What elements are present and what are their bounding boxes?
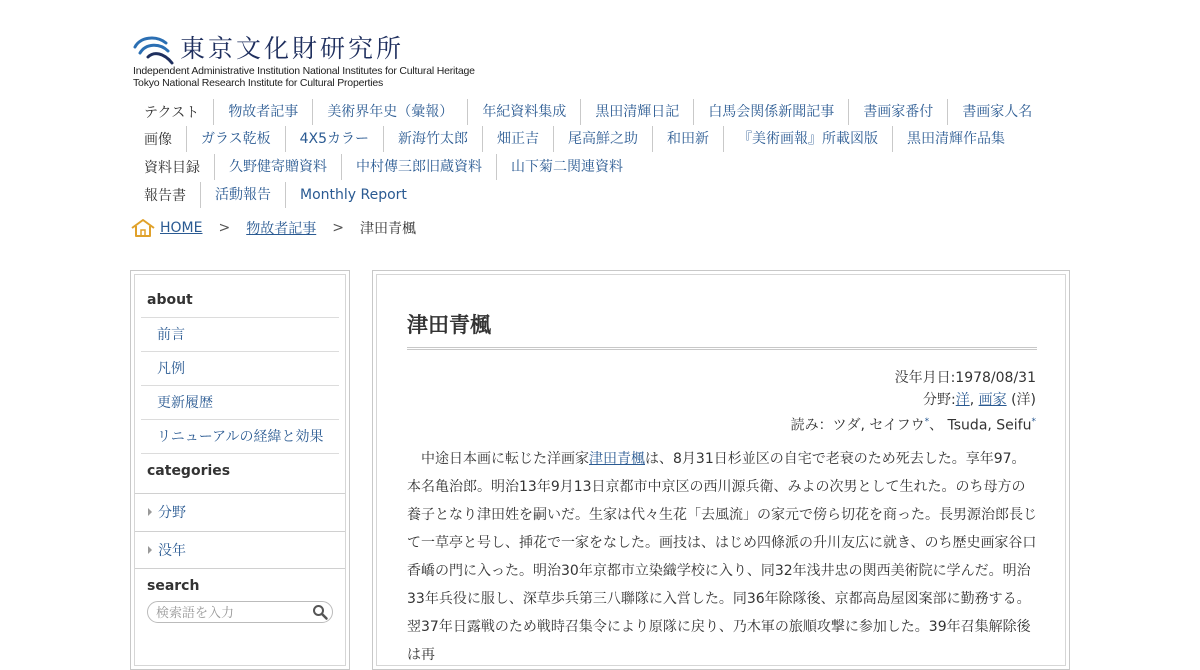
sidebar-heading-about: about xyxy=(147,292,193,308)
article-paragraph xyxy=(407,445,1039,669)
nav-row-text xyxy=(130,99,1046,125)
nav-link-monthly-report[interactable]: Monthly Report xyxy=(285,182,421,208)
reading-line xyxy=(791,411,1036,437)
nav-link-kuroda-works[interactable]: 黒田清輝作品集 xyxy=(892,126,1019,152)
nav-link-bijutsu-gaho[interactable]: 『美術画報』所載図版 xyxy=(723,126,892,152)
sidebar-category-death-year[interactable] xyxy=(135,531,345,569)
breadcrumb-separator: > xyxy=(218,220,231,236)
nav-link-odaka[interactable]: 尾高鮮之助 xyxy=(553,126,652,152)
field-link-western[interactable]: 洋 xyxy=(955,392,970,408)
search-box xyxy=(147,601,333,623)
nav-row-images xyxy=(130,126,1019,152)
nav-link-hakubakai-articles[interactable]: 白馬会関係新聞記事 xyxy=(693,99,848,125)
logo-mark-icon xyxy=(132,35,174,65)
body-text-main: は、8月31日杉並区の自宅で老衰のため死去した。享年97。本名亀治郎。明治13年9月13日京都市中京区の西川源兵衛、みよの次男として生れた。のち母方の養子となり津田姓を嗣いだ。生家は代々生花「去風流」の家元で傍ら切花を商った。長男源治郎長じて一草亭と号し、挿花で一家をなした。画技は、はじめ四條派の升川友広に就き、のち歴史画家谷口香嶠の門に入った。明治30年京都市立染織学校に入り、同32年浅井忠の関西美術院に学んだ。明治33年兵役に服し、深草歩兵第三八聯隊に入営した。同36年除隊後、京都高島屋図案部に勤務する。翌37年日露戦のため戦時召集令により原隊に戻り、乃木軍の旅順攻撃に参加した。39年召集解除後は再 xyxy=(407,451,1037,663)
breadcrumb xyxy=(130,217,416,239)
sidebar-category-field-label: 分野 xyxy=(158,505,186,521)
sidebar-category-field[interactable] xyxy=(135,493,345,531)
sidebar-category-death-year-label: 没年 xyxy=(158,543,186,559)
sidebar-item-history[interactable]: 更新履歴 xyxy=(141,385,339,419)
nav-link-nakamura-collection[interactable]: 中村傳三郎旧蔵資料 xyxy=(341,154,496,180)
article-body xyxy=(407,445,1039,669)
nav-category-images: 画像 xyxy=(144,132,172,148)
breadcrumb-separator: > xyxy=(332,220,344,236)
nav-link-art-world-chronicle[interactable]: 美術界年史（彙報） xyxy=(312,99,467,125)
nav-link-painter-names[interactable]: 書画家人名 xyxy=(947,99,1046,125)
site-logo[interactable] xyxy=(132,34,552,92)
nav-link-kuroda-diary[interactable]: 黒田清輝日記 xyxy=(580,99,693,125)
death-date: 没年月日:1978/08/31 xyxy=(894,370,1036,386)
sidebar-item-notes[interactable]: 凡例 xyxy=(141,351,339,385)
sidebar-item-preface[interactable]: 前言 xyxy=(141,317,339,351)
site-title: 東京文化財研究所 xyxy=(180,34,405,63)
nav-link-4x5-color[interactable]: 4X5カラー xyxy=(285,126,383,152)
nav-link-activity-report[interactable]: 活動報告 xyxy=(200,182,285,208)
field-line xyxy=(791,389,1036,411)
reading-japanese: 読み：ツダ, セイフウ xyxy=(790,417,925,434)
field-suffix: (洋) xyxy=(1011,392,1036,408)
breadcrumb-section-link[interactable]: 物故者記事 xyxy=(246,221,317,237)
nav-link-kuno-donation[interactable]: 久野健寄贈資料 xyxy=(214,154,341,180)
nav-link-painter-rankings[interactable]: 書画家番付 xyxy=(848,99,947,125)
site-subtitle-2: Tokyo National Research Institute for Cultural Properties xyxy=(133,77,384,89)
body-name-link[interactable]: 津田青楓 xyxy=(589,451,645,467)
sidebar-heading-categories: categories xyxy=(141,453,339,487)
sidebar-heading-search: search xyxy=(147,578,200,594)
nav-link-wada[interactable]: 和田新 xyxy=(652,126,723,152)
reading-romaji: 、 Tsuda, Seifu xyxy=(929,417,1032,434)
nav-category-reports: 報告書 xyxy=(144,188,186,204)
breadcrumb-current: 津田青楓 xyxy=(359,221,416,237)
search-input[interactable] xyxy=(148,604,308,624)
nav-category-catalogs: 資料目録 xyxy=(144,160,200,176)
breadcrumb-home-link[interactable]: HOME xyxy=(160,220,203,236)
nav-link-obituaries[interactable]: 物故者記事 xyxy=(213,99,312,125)
field-link-painter[interactable]: 画家 xyxy=(978,392,1007,408)
site-subtitle-1: Independent Administrative Institution National Institutes for Cultural Heritage xyxy=(133,65,475,77)
nav-link-yamashita-materials[interactable]: 山下菊二関連資料 xyxy=(496,154,637,180)
reading-mark: * xyxy=(1031,417,1036,427)
field-comma: , xyxy=(969,392,975,408)
caret-right-icon xyxy=(148,508,152,516)
sidebar-item-renewal[interactable]: リニューアルの経緯と効果 xyxy=(141,419,339,453)
body-text-lead: 中途日本画に転じた洋画家 xyxy=(421,451,589,467)
search-icon[interactable] xyxy=(312,604,328,620)
field-label: 分野: xyxy=(922,392,956,408)
main-content xyxy=(372,270,1070,670)
nav-row-reports xyxy=(130,182,421,208)
reading-mark: * xyxy=(924,417,930,427)
nav-link-glass-plates[interactable]: ガラス乾板 xyxy=(186,126,285,152)
nav-row-catalogs xyxy=(130,154,637,180)
nav-link-dated-materials[interactable]: 年紀資料集成 xyxy=(467,99,580,125)
article-meta xyxy=(791,367,1036,437)
home-icon xyxy=(130,218,156,238)
sidebar xyxy=(130,270,350,670)
article-title: 津田青楓 xyxy=(407,309,1037,350)
caret-right-icon xyxy=(148,546,152,554)
nav-link-shinkai[interactable]: 新海竹太郎 xyxy=(383,126,482,152)
nav-category-text: テクスト xyxy=(144,105,200,121)
nav-link-hata[interactable]: 畑正吉 xyxy=(482,126,553,152)
